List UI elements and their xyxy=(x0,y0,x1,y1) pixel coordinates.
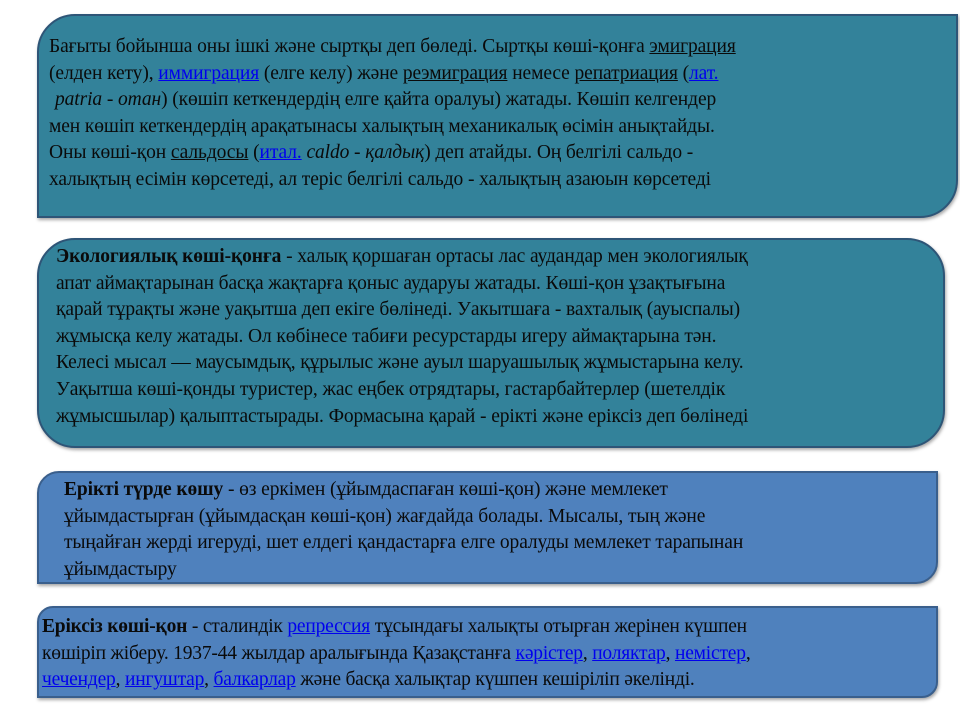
bold-heading: Еріксіз көші-қон xyxy=(42,616,188,637)
link-poles[interactable]: поляктар xyxy=(592,642,666,664)
text-run: , xyxy=(665,642,675,664)
text-run: - сталиндік xyxy=(187,616,288,637)
text-box-migration-direction xyxy=(37,14,958,218)
term-reemigration: реэмиграция xyxy=(402,62,508,84)
text-line xyxy=(56,404,933,431)
text-run: халықтың есімін көрсетеді, ал теріс белгілі сальдо - халықтың азаюын көрсетеді xyxy=(49,168,711,190)
text-line xyxy=(64,557,926,584)
link-ingush[interactable]: ингуштар xyxy=(124,669,205,691)
text-line xyxy=(56,324,933,351)
link-latin[interactable]: лат. xyxy=(689,62,719,84)
text-run: ( xyxy=(677,62,690,84)
text-box-voluntary-migration xyxy=(37,471,938,584)
text-line xyxy=(49,114,946,141)
link-italian[interactable]: итал. xyxy=(259,142,302,164)
text-line xyxy=(64,477,926,504)
italic-text: caldo - қалдық xyxy=(301,142,425,164)
text-run: - өз еркімен (ұйымдаспаған көші-қон) және мемлекет xyxy=(223,479,668,500)
text-run: тыңайған жерді игеруді, шет елдегі қандастарға елге оралуды мемлекет тарапынан xyxy=(64,532,744,554)
text-line xyxy=(49,140,946,167)
text-run: - халық қоршаған ортасы лас аудандар мен экологиялық xyxy=(281,246,748,267)
text-run: тұсындағы халықты отырған жерінен күшпен xyxy=(370,616,747,637)
text-line xyxy=(49,167,946,194)
text-run: көшіріп жіберу. 1937-44 жылдар аралығында Қазақстанға xyxy=(42,642,516,664)
link-balkars[interactable]: балкарлар xyxy=(213,669,296,691)
bold-heading: Ерікті түрде көшу xyxy=(64,479,224,500)
text-line xyxy=(56,377,933,404)
text-line xyxy=(64,504,926,531)
text-run: немесе xyxy=(507,62,575,84)
text-run: апат аймақтарынан басқа жақтарға қоныс аударуы жатады. Көші-қон ұзақтығына xyxy=(56,272,726,294)
text-run: , xyxy=(204,669,214,691)
text-run: жұмысшылар) қалыптастырады. Формасына қарай - ерікті және еріксіз деп бөлінеді xyxy=(56,405,749,427)
text-box-forced-migration xyxy=(37,606,938,698)
text-run: ұйымдастырған (ұйымдасқан көші-қон) жағдайда болады. Мысалы, тың және xyxy=(64,505,706,527)
text-line xyxy=(42,641,932,668)
text-run: Уақытша көші-қонды туристер, жас еңбек отрядтары, гастарбайтерлер (шетелдік xyxy=(56,378,726,400)
text-line xyxy=(42,614,932,641)
text-run: , xyxy=(582,642,593,664)
text-line xyxy=(49,87,946,114)
link-koreans[interactable]: кәрістер xyxy=(515,642,583,664)
bold-heading: Экологиялық көші-қонға xyxy=(56,246,282,267)
term-saldo: сальдосы xyxy=(170,142,249,164)
text-run: қарай тұрақты және уақытша деп екіге бөлінеді. Уакытшаға - вахталық (ауыспалы) xyxy=(56,299,741,321)
text-line xyxy=(56,297,933,324)
text-line xyxy=(49,34,946,61)
text-run: ( xyxy=(248,142,260,164)
text-line xyxy=(56,271,933,298)
link-chechens[interactable]: чечендер xyxy=(42,669,116,691)
text-run: ) деп атайды. Оң белгілі сальдо - xyxy=(424,142,694,164)
text-run: Келесі мысал — маусымдық, құрылыс және ауыл шаруашылық жұмыстарына келу. xyxy=(56,352,744,374)
text-line xyxy=(42,667,932,694)
text-run: Бағыты бойынша оны ішкі және сыртқы деп бөледі. Сыртқы көші-қонға xyxy=(49,36,650,57)
text-run: , xyxy=(115,669,125,691)
text-line xyxy=(56,244,933,271)
text-run: ) (көшіп кеткендердің елге қайта оралуы) жатады. Көшіп келгендер xyxy=(161,89,717,111)
term-repatriation: репатриация xyxy=(574,62,678,84)
text-line xyxy=(49,61,946,88)
link-germans[interactable]: немістер xyxy=(674,642,746,664)
text-run: (елден кету), xyxy=(49,62,159,84)
text-run: (елге келу) және xyxy=(259,62,403,84)
link-repression[interactable]: репрессия xyxy=(287,616,371,637)
italic-text: patria - отан xyxy=(55,89,162,111)
text-run: жұмысқа келу жатады. Ол көбінесе табиғи ресурстарды игеру аймақтарына тән. xyxy=(56,325,717,347)
text-run: ұйымдастыру xyxy=(64,558,177,580)
text-run: , xyxy=(745,642,751,664)
text-run: мен көшіп кеткендердің арақатынасы халықтың механикалық өсімін анықтайды. xyxy=(49,115,715,137)
text-box-ecological-migration xyxy=(37,238,945,448)
text-line xyxy=(64,530,926,557)
text-line xyxy=(56,350,933,377)
text-run: Оны көші-қон xyxy=(49,142,171,164)
link-immigration[interactable]: иммиграция xyxy=(158,62,260,84)
text-run: және басқа халықтар күшпен кешіріліп әкелінді. xyxy=(295,669,695,691)
term-emigration: эмиграция xyxy=(649,36,736,57)
